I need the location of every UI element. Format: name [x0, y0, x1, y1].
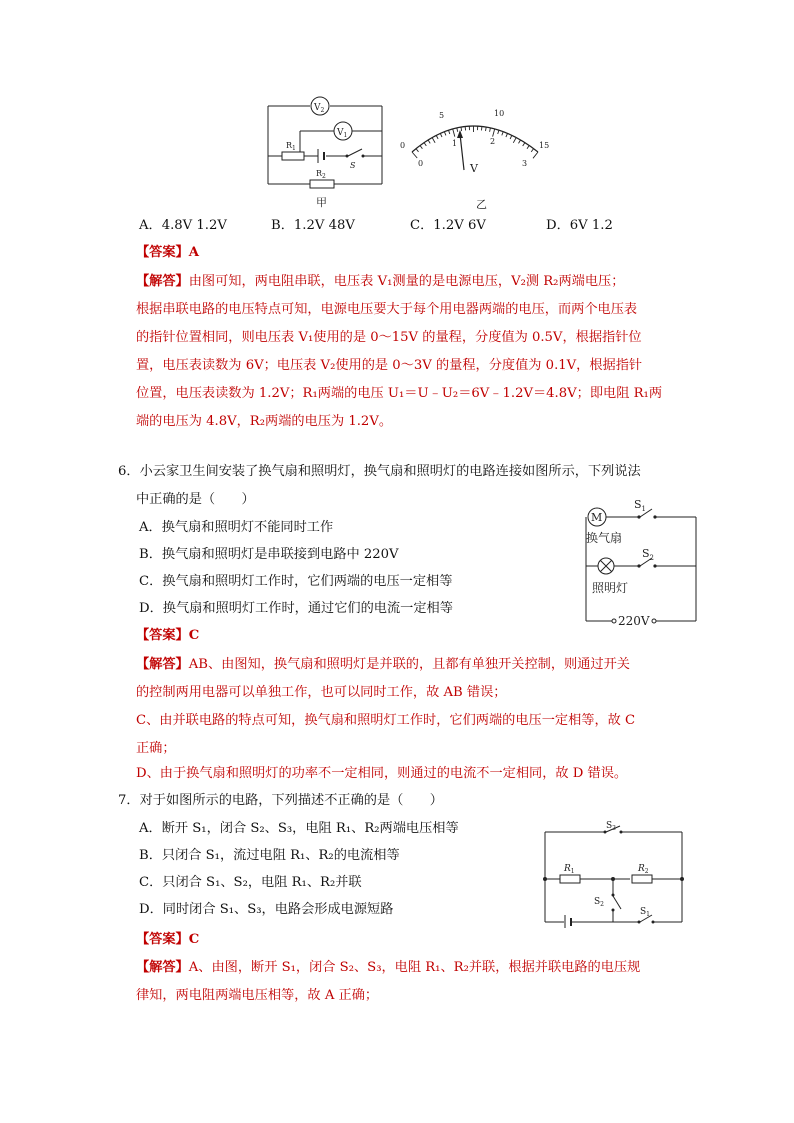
- q6-analysis-line-2: 的控制两用电器可以单独工作，也可以同时工作，故 AB 错误；: [136, 685, 507, 700]
- q5-option-d: D．6V 1.2: [546, 218, 613, 233]
- dial-tick: [420, 146, 422, 149]
- dial-tick: [498, 130, 499, 134]
- lamp-icon: [598, 558, 614, 574]
- dial-tick: [412, 152, 417, 158]
- q7-option-b: B．只闭合 S₁，流过电阻 R₁、R₂的电流相等: [139, 848, 400, 863]
- dial-outer-label-10: 10: [494, 109, 505, 118]
- dial-tick: [506, 133, 508, 137]
- dial-outer-label-15: 15: [539, 141, 550, 150]
- q7-analysis-line-1: 【解答】A、由图，断开 S₁，闭合 S₂、S₃，电阻 R₁、R₂并联，根据并联电路的电压规: [136, 960, 641, 975]
- dial-tick: [453, 129, 455, 137]
- q6-switch-s1-label: $S_1$: [634, 498, 647, 513]
- q6-stem-line-1: 6．小云家卫生间安装了换气扇和照明灯，换气扇和照明灯的电路连接如图所示，下列说法: [118, 464, 641, 479]
- q6-stem-line-2: 中正确的是（ ）: [136, 492, 255, 507]
- dial-tick: [519, 140, 521, 143]
- dial-inner-label-2: 2: [490, 137, 496, 146]
- dial-tick: [527, 146, 529, 149]
- figure-jia-circuit: [262, 96, 392, 211]
- dial-outer-label-0: 0: [400, 141, 406, 150]
- q7-option-c: C．只闭合 S₁、S₂，电阻 R₁、R₂并联: [139, 875, 362, 890]
- q7-switch-s3-label: $S_3$: [606, 821, 616, 832]
- svg-text:R2: $R_2$: [316, 169, 326, 180]
- q6-supply-label: 220V: [618, 614, 650, 628]
- switch-s-icon: [346, 155, 349, 158]
- q7-switch-s1-label: $S_1$: [640, 907, 650, 918]
- q5-analysis-line-6: 端的电压为 4.8V，R₂两端的电压为 1.2V。: [136, 414, 393, 429]
- q5-option-b: B．1.2V 48V: [271, 218, 355, 233]
- q6-answer: 【答案】C: [136, 628, 200, 643]
- dial-tick: [424, 143, 426, 146]
- dial-inner-label-3: 3: [522, 159, 528, 168]
- resistor-r1-icon: [282, 152, 304, 160]
- q7-option-d: D．同时闭合 S₁、S₃，电路会形成电源短路: [139, 902, 394, 917]
- dial-inner-label-0: 0: [418, 159, 424, 168]
- q7-analysis-line-2: 律知，两电阻两端电压相等，故 A 正确；: [136, 988, 379, 1003]
- dial-tick: [502, 132, 503, 136]
- dial-tick: [457, 128, 458, 132]
- q6-option-d: D．换气扇和照明灯工作时，通过它们的电流一定相等: [139, 601, 453, 616]
- q6-analysis-line-3: C、由并联电路的特点可知，换气扇和照明灯工作时，它们两端的电压一定相等，故 C: [136, 713, 636, 728]
- q5-option-a: A．4.8V 1.2V: [139, 218, 227, 233]
- dial-tick: [531, 149, 533, 152]
- q6-analysis-line-1: 【解答】AB、由图知，换气扇和照明灯是并联的，且都有单独开关控制，则通过开关: [136, 657, 630, 672]
- dial-tick: [510, 135, 512, 139]
- q6-fan-label: 换气扇: [586, 531, 623, 545]
- dial-pointer-icon: [457, 130, 464, 170]
- svg-text:V1: $V_1$: [337, 128, 348, 139]
- resistor-r2-icon: [310, 180, 334, 188]
- q5-analysis-line-2: 根据串联电路的电压特点可知，电源电压要大于每个用电器两端的电压，而两个电压表: [136, 302, 638, 317]
- q6-figure-circuit: [578, 494, 700, 630]
- dial-tick: [523, 143, 525, 146]
- dial-tick: [440, 133, 442, 137]
- battery-icon: [318, 149, 324, 163]
- q5-analysis-line-4: 置，电压表读数为 6V；电压表 V₂使用的是 0～3V 的量程，分度值为 0.1V，根据指针: [136, 358, 643, 373]
- q7-figure-circuit: [536, 816, 686, 928]
- dial-tick: [486, 127, 487, 131]
- svg-text:R1: $R_1$: [564, 864, 575, 875]
- svg-text:S: S: [350, 161, 356, 170]
- q6-switch-s2-label: $S_2$: [642, 547, 655, 562]
- q6-option-a: A．换气扇和照明灯不能同时工作: [139, 520, 334, 535]
- q7-resistor-r2-icon: [632, 875, 652, 883]
- svg-text:M: M: [591, 511, 603, 524]
- q5-analysis-line-1: 【解答】由图可知，两电阻串联，电压表 V₁测量的是电源电压，V₂测 R₂两端电压；: [136, 274, 625, 289]
- figure-yi-caption: 乙: [476, 198, 487, 211]
- dial-tick: [513, 138, 516, 143]
- dial-tick: [533, 152, 538, 158]
- dial-tick: [416, 149, 419, 152]
- dial-unit: V: [470, 162, 478, 175]
- dial-tick: [444, 132, 446, 136]
- figure-jia-caption: 甲: [316, 196, 327, 209]
- dial-tick: [436, 135, 438, 139]
- dial-tick: [493, 129, 495, 137]
- q6-analysis-line-4: 正确；: [136, 741, 176, 756]
- q6-option-b: B．换气扇和照明灯是串联接到电路中 220V: [139, 547, 399, 562]
- q7-option-a: A．断开 S₁，闭合 S₂、S₃，电阻 R₁、R₂两端电压相等: [139, 821, 459, 836]
- q5-analysis-line-3: 的指针位置相同，则电压表 V₁使用的是 0～15V 的量程，分度值为 0.5V，根据指针位: [136, 330, 642, 345]
- q6-lamp-label: 照明灯: [592, 581, 629, 595]
- dial-tick: [432, 138, 435, 143]
- dial-outer-label-5: 5: [439, 111, 445, 120]
- svg-text:R2: $R_2$: [638, 864, 649, 875]
- q7-answer: 【答案】C: [136, 932, 200, 947]
- svg-text:V2: $V_2$: [314, 103, 325, 114]
- q7-resistor-r1-icon: [560, 875, 580, 883]
- q6-analysis-line-5: D、由于换气扇和照明灯的功率不一定相同，则通过的电流不一定相同，故 D 错误。: [136, 766, 628, 781]
- figure-yi-dial: [392, 100, 562, 212]
- dial-tick: [465, 127, 466, 131]
- svg-text:R1: $R_1$: [286, 141, 296, 152]
- dial-tick: [490, 128, 491, 132]
- q5-option-c: C．1.2V 6V: [410, 218, 486, 233]
- q7-switch-s2-label: $S_2$: [594, 897, 604, 908]
- q5-analysis-line-5: 位置，电压表读数为 1.2V；R₁两端的电压 U₁＝U﹣U₂＝6V﹣1.2V＝4.8V；即电阻 R₁两: [136, 386, 663, 401]
- q7-stem: 7．对于如图所示的电路，下列描述不正确的是（ ）: [118, 793, 443, 808]
- q7-battery-icon: [565, 915, 571, 928]
- q6-option-c: C．换气扇和照明灯工作时，它们两端的电压一定相等: [139, 574, 453, 589]
- dial-tick: [449, 130, 450, 134]
- q5-answer: 【答案】A: [136, 245, 199, 260]
- dial-inner-label-1: 1: [452, 139, 458, 148]
- dial-tick: [428, 140, 430, 143]
- dial-tick: [461, 127, 462, 131]
